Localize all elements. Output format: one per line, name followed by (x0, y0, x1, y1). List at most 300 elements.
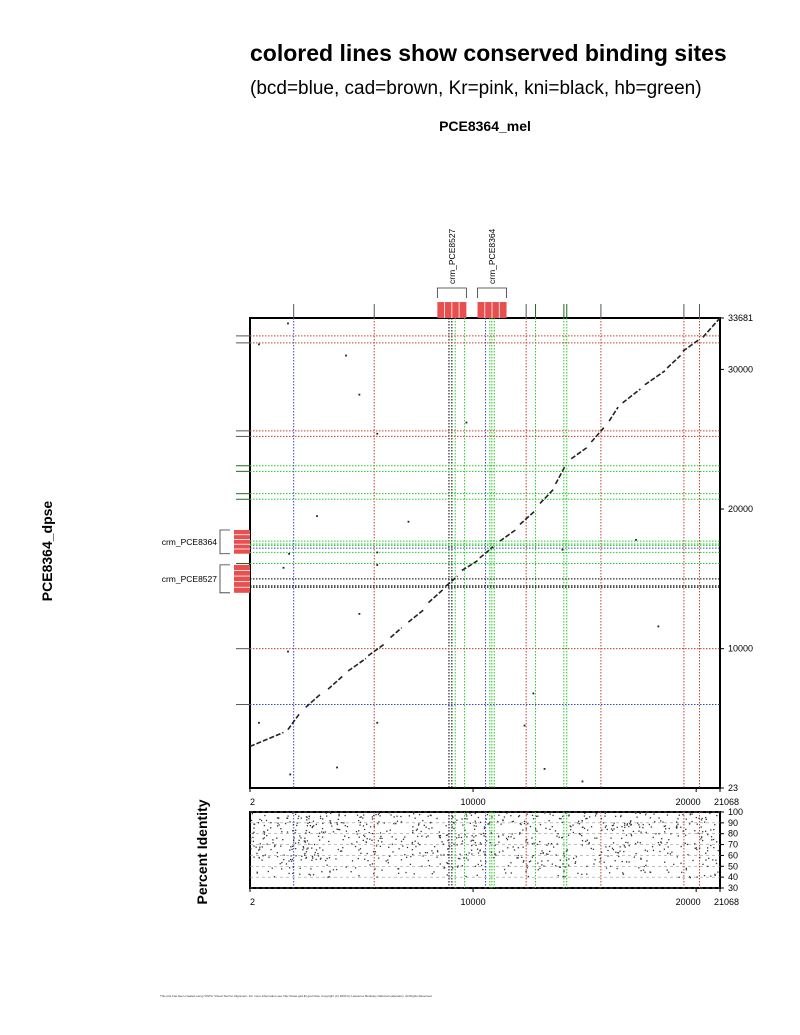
identity-dot (588, 843, 589, 844)
identity-dot (490, 842, 491, 843)
identity-dot (545, 828, 546, 829)
identity-dot (649, 871, 650, 872)
identity-dot (617, 827, 618, 828)
identity-dot (575, 863, 576, 864)
identity-dot (659, 844, 660, 845)
identity-dot (398, 873, 399, 874)
identity-dot (584, 813, 585, 814)
identity-dot (629, 845, 630, 846)
identity-dot (326, 813, 327, 814)
identity-dot (409, 815, 410, 816)
identity-dot (430, 815, 431, 816)
identity-dot (472, 835, 473, 836)
identity-dot (525, 840, 526, 841)
alignment-dot (408, 521, 410, 523)
identity-dot (664, 831, 665, 832)
identity-dot (637, 842, 638, 843)
identity-dot (499, 851, 500, 852)
identity-dot (300, 837, 301, 838)
identity-dot (457, 844, 458, 845)
identity-dot (286, 863, 287, 864)
identity-dot (557, 843, 558, 844)
identity-dot (536, 816, 537, 817)
identity-dot (640, 870, 641, 871)
identity-dot (620, 815, 621, 816)
identity-dot (431, 827, 432, 828)
identity-dot (259, 819, 260, 820)
identity-dot (567, 849, 568, 850)
identity-dot (311, 860, 312, 861)
identity-dot (497, 821, 498, 822)
identity-dot (485, 836, 486, 837)
identity-dot (713, 829, 714, 830)
identity-dot (605, 846, 606, 847)
identity-dot (653, 850, 654, 851)
identity-dot (524, 823, 525, 824)
identity-dot (345, 825, 346, 826)
identity-dot (625, 846, 626, 847)
identity-dot (502, 834, 503, 835)
identity-dot (431, 850, 432, 851)
identity-dot (475, 842, 476, 843)
identity-dot (308, 818, 309, 819)
identity-dot (531, 837, 532, 838)
identity-dot (418, 823, 419, 824)
identity-dot (477, 849, 478, 850)
identity-dot (565, 866, 566, 867)
identity-dot (665, 828, 666, 829)
identity-tick-label: 90 (728, 817, 739, 828)
identity-dot (386, 831, 387, 832)
identity-dot (304, 855, 305, 856)
identity-dot (359, 817, 360, 818)
identity-dot (372, 816, 373, 817)
identity-dot (649, 824, 650, 825)
identity-dot (667, 814, 668, 815)
identity-dot (258, 822, 259, 823)
identity-dot (343, 839, 344, 840)
identity-dot (540, 853, 541, 854)
identity-dot (581, 874, 582, 875)
identity-dot (440, 837, 441, 838)
identity-dot (487, 814, 488, 815)
identity-tick-label: 30 (728, 883, 739, 893)
identity-dot (669, 828, 670, 829)
identity-dot (624, 827, 625, 828)
identity-dot (292, 859, 293, 860)
identity-dot (398, 848, 399, 849)
identity-dot (518, 847, 519, 848)
identity-dot (433, 871, 434, 872)
identity-dot (364, 829, 365, 830)
identity-dot (452, 816, 453, 817)
identity-dot (329, 857, 330, 858)
identity-dot (351, 843, 352, 844)
identity-dot (398, 868, 399, 869)
identity-dot (558, 833, 559, 834)
identity-dot (626, 835, 627, 836)
identity-dot (375, 814, 376, 815)
identity-dot (686, 868, 687, 869)
identity-dot (272, 842, 273, 843)
identity-dot (536, 831, 537, 832)
identity-dot (289, 867, 290, 868)
identity-dot (560, 818, 561, 819)
identity-dot (313, 821, 314, 822)
identity-dot (315, 852, 316, 853)
identity-dot (264, 815, 265, 816)
identity-dot (426, 836, 427, 837)
identity-dot (628, 861, 629, 862)
identity-dot (600, 858, 601, 859)
x-tick-label: 20000 (675, 797, 701, 807)
identity-dot (660, 820, 661, 821)
identity-dot (441, 841, 442, 842)
identity-dot (702, 831, 703, 832)
identity-dot (298, 842, 299, 843)
identity-dot (549, 820, 550, 821)
identity-dot (333, 869, 334, 870)
identity-dot (575, 861, 576, 862)
crm-box-left (234, 565, 250, 593)
identity-dot (710, 829, 711, 830)
identity-dot (363, 835, 364, 836)
identity-dot (512, 833, 513, 834)
alignment-dot (345, 355, 347, 357)
identity-dot (329, 820, 330, 821)
identity-dot (261, 860, 262, 861)
y-tick-label: 20000 (728, 504, 754, 515)
alignment-dot (376, 722, 378, 724)
identity-dot (624, 823, 625, 824)
identity-dot (339, 829, 340, 830)
identity-dot (689, 823, 690, 824)
identity-dot (447, 848, 448, 849)
identity-dot (469, 852, 470, 853)
identity-dot (483, 851, 484, 852)
identity-dot (549, 829, 550, 830)
identity-dot (621, 826, 622, 827)
identity-dot (367, 838, 368, 839)
identity-dot (612, 848, 613, 849)
identity-dot (482, 869, 483, 870)
identity-dot (312, 857, 313, 858)
identity-dot (530, 860, 531, 861)
identity-dot (452, 826, 453, 827)
identity-dot (639, 813, 640, 814)
identity-dot (645, 850, 646, 851)
identity-dot (513, 846, 514, 847)
identity-dot (696, 817, 697, 818)
identity-dot (586, 818, 587, 819)
identity-dot (283, 854, 284, 855)
identity-dot (366, 824, 367, 825)
identity-dot (401, 821, 402, 822)
identity-dot (374, 826, 375, 827)
identity-dot (615, 860, 616, 861)
identity-dot (594, 859, 595, 860)
identity-dot (549, 851, 550, 852)
identity-dot (390, 830, 391, 831)
alignment-dot (336, 767, 338, 769)
identity-dot (388, 862, 389, 863)
identity-dot (297, 822, 298, 823)
identity-dot (504, 816, 505, 817)
identity-dot (612, 825, 613, 826)
identity-dot (706, 819, 707, 820)
identity-dot (544, 812, 545, 813)
identity-dot (374, 853, 375, 854)
identity-dot (491, 816, 492, 817)
identity-dot (401, 841, 402, 842)
identity-dot (414, 873, 415, 874)
identity-dot (682, 814, 683, 815)
identity-dot (474, 829, 475, 830)
identity-dot (687, 844, 688, 845)
identity-dot (358, 858, 359, 859)
identity-dot (508, 865, 509, 866)
identity-tick-label: 50 (728, 861, 739, 872)
identity-dot (686, 869, 687, 870)
identity-dot (307, 825, 308, 826)
identity-dot (504, 869, 505, 870)
identity-dot (543, 865, 544, 866)
identity-dot (281, 862, 282, 863)
alignment-dot (533, 693, 535, 695)
identity-dot (704, 821, 705, 822)
identity-dot (480, 860, 481, 861)
identity-dot (709, 813, 710, 814)
alignment-dot (358, 613, 360, 615)
identity-dot (446, 862, 447, 863)
identity-dot (562, 816, 563, 817)
identity-dot (667, 853, 668, 854)
identity-dot (280, 863, 281, 864)
x-tick-label: 21068 (714, 797, 740, 807)
identity-dot (685, 829, 686, 830)
identity-dot (539, 841, 540, 842)
identity-dot (539, 868, 540, 869)
identity-dot (541, 860, 542, 861)
identity-dot (310, 825, 311, 826)
identity-dot (552, 815, 553, 816)
identity-dot (624, 825, 625, 826)
identity-dot (477, 875, 478, 876)
identity-dot (705, 853, 706, 854)
identity-dot (553, 846, 554, 847)
identity-dot (301, 859, 302, 860)
identity-dot (678, 877, 679, 878)
identity-dot (556, 836, 557, 837)
identity-dot (526, 828, 527, 829)
identity-dot (543, 852, 544, 853)
identity-dot (530, 826, 531, 827)
identity-dot (421, 836, 422, 837)
identity-dot (576, 856, 577, 857)
identity-dot (316, 824, 317, 825)
identity-dot (471, 845, 472, 846)
identity-dot (533, 843, 534, 844)
identity-dot (298, 818, 299, 819)
identity-dot (417, 829, 418, 830)
identity-dot (437, 851, 438, 852)
identity-dot (255, 847, 256, 848)
identity-dot (367, 853, 368, 854)
identity-dot (610, 837, 611, 838)
identity-dot (673, 864, 674, 865)
identity-dot (697, 833, 698, 834)
identity-dot (295, 830, 296, 831)
identity-dot (478, 864, 479, 865)
identity-dot (637, 823, 638, 824)
identity-dot (327, 877, 328, 878)
identity-dot (429, 865, 430, 866)
identity-dot (310, 868, 311, 869)
identity-dot (527, 867, 528, 868)
identity-dot (417, 836, 418, 837)
identity-dot (403, 839, 404, 840)
identity-dot (466, 876, 467, 877)
identity-dot (352, 860, 353, 861)
identity-dot (268, 857, 269, 858)
identity-dot (686, 819, 687, 820)
identity-dot (424, 825, 425, 826)
identity-dot (547, 854, 548, 855)
crm-box-left (234, 530, 250, 554)
identity-dot (527, 842, 528, 843)
identity-dot (461, 837, 462, 838)
identity-dot (626, 824, 627, 825)
identity-dot (302, 849, 303, 850)
identity-dot (702, 840, 703, 841)
identity-dot (358, 875, 359, 876)
identity-dot (683, 831, 684, 832)
identity-dot (475, 813, 476, 814)
identity-dot (546, 845, 547, 846)
identity-dot (412, 830, 413, 831)
identity-dot (347, 826, 348, 827)
identity-dot (670, 833, 671, 834)
identity-dot (415, 846, 416, 847)
identity-dot (277, 825, 278, 826)
identity-dot (699, 857, 700, 858)
identity-dot (707, 850, 708, 851)
identity-x-tick-label: 2 (250, 897, 256, 907)
identity-dot (443, 854, 444, 855)
identity-dot (526, 865, 527, 866)
identity-dot (701, 819, 702, 820)
identity-dot (358, 830, 359, 831)
identity-dot (369, 864, 370, 865)
identity-dot (356, 841, 357, 842)
identity-dot (685, 843, 686, 844)
identity-dot (306, 816, 307, 817)
identity-dot (586, 873, 587, 874)
identity-dot (366, 841, 367, 842)
identity-dot (628, 826, 629, 827)
identity-dot (395, 839, 396, 840)
identity-dot (524, 821, 525, 822)
identity-dot (304, 840, 305, 841)
identity-dot (586, 866, 587, 867)
identity-dot (372, 818, 373, 819)
identity-dot (449, 846, 450, 847)
identity-dot (293, 840, 294, 841)
identity-dot (458, 858, 459, 859)
identity-dot (418, 824, 419, 825)
identity-dot (312, 827, 313, 828)
identity-dot (713, 839, 714, 840)
identity-dot (359, 837, 360, 838)
identity-dot (301, 856, 302, 857)
identity-dot (718, 850, 719, 851)
identity-dot (555, 865, 556, 866)
identity-dot (498, 836, 499, 837)
identity-dot (714, 875, 715, 876)
identity-dot (697, 824, 698, 825)
identity-dot (390, 814, 391, 815)
identity-dot (288, 860, 289, 861)
identity-dot (322, 828, 323, 829)
identity-dot (296, 825, 297, 826)
identity-dot (523, 847, 524, 848)
identity-dot (714, 874, 715, 875)
identity-dot (625, 842, 626, 843)
identity-dot (257, 872, 258, 873)
identity-dot (306, 830, 307, 831)
identity-dot (299, 874, 300, 875)
identity-dot (251, 820, 252, 821)
identity-dot (710, 876, 711, 877)
identity-dot (436, 857, 437, 858)
identity-dot (339, 814, 340, 815)
identity-dot (464, 818, 465, 819)
identity-dot (486, 818, 487, 819)
identity-dot (513, 838, 514, 839)
identity-dot (607, 850, 608, 851)
identity-dot (315, 859, 316, 860)
identity-dot (309, 832, 310, 833)
identity-dot (276, 838, 277, 839)
identity-dot (288, 873, 289, 874)
identity-dot (568, 865, 569, 866)
identity-dot (700, 838, 701, 839)
y-tick-label: 30000 (728, 364, 754, 375)
identity-dot (295, 832, 296, 833)
identity-dot (610, 866, 611, 867)
identity-dot (287, 815, 288, 816)
identity-dot (679, 815, 680, 816)
alignment-dot (289, 774, 291, 776)
identity-dot (447, 874, 448, 875)
identity-dot (646, 832, 647, 833)
identity-dot (579, 833, 580, 834)
identity-dot (687, 854, 688, 855)
identity-dot (510, 815, 511, 816)
identity-dot (439, 831, 440, 832)
identity-dot (485, 854, 486, 855)
identity-dot (676, 821, 677, 822)
identity-dot (599, 855, 600, 856)
identity-dot (609, 872, 610, 873)
identity-dot (568, 814, 569, 815)
identity-dot (462, 824, 463, 825)
identity-dot (300, 868, 301, 869)
identity-dot (645, 865, 646, 866)
identity-dot (260, 843, 261, 844)
identity-dot (605, 813, 606, 814)
crm-label-top: crm_PCE8527 (446, 228, 457, 284)
